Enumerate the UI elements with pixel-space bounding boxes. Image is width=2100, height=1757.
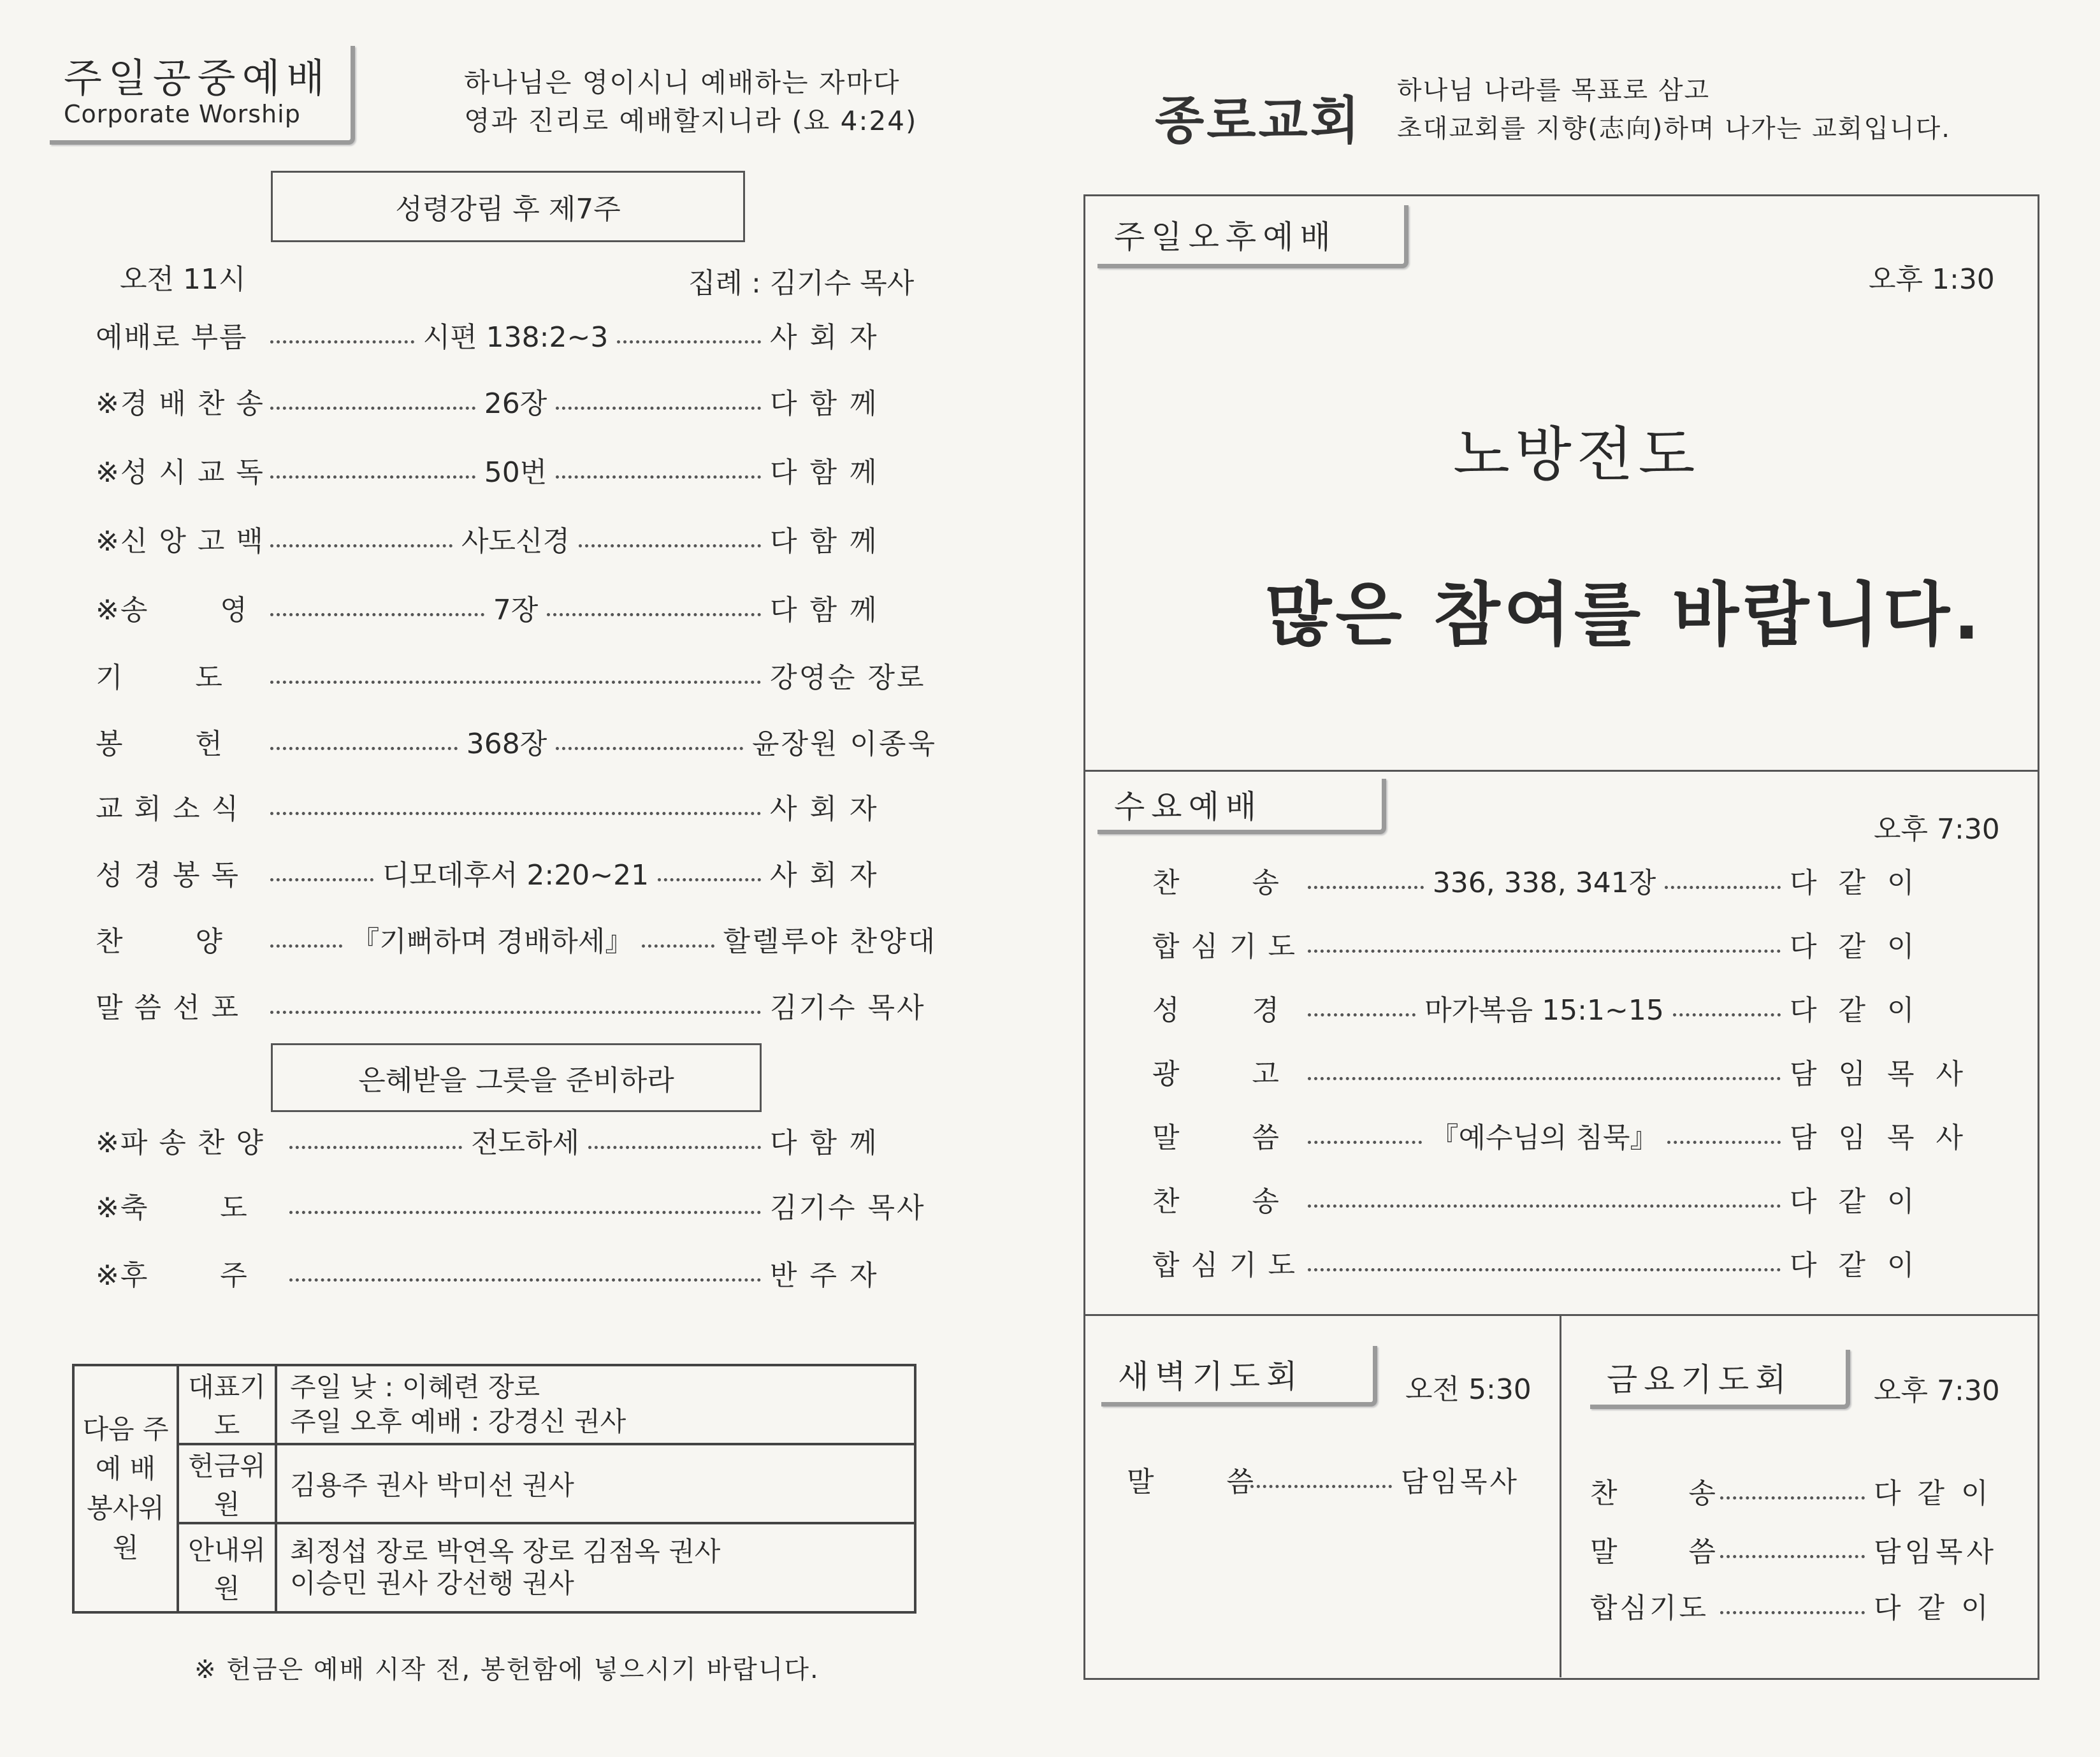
order-item-label: 기 도 bbox=[96, 662, 224, 694]
dot-leader bbox=[289, 1278, 761, 1282]
order-item-by: 사 회 자 bbox=[770, 321, 879, 354]
order-item bbox=[96, 321, 937, 354]
wednesday-item-label: 말 씀 bbox=[1152, 1122, 1280, 1154]
friday-item bbox=[1590, 1594, 2001, 1623]
wednesday-item-by: 다 같 이 bbox=[1790, 867, 1921, 899]
dot-leader bbox=[1720, 1555, 1865, 1558]
friday-item bbox=[1590, 1538, 2001, 1566]
dot-leader bbox=[270, 944, 342, 948]
wednesday-item-by: 다 같 이 bbox=[1790, 1249, 1921, 1282]
order-item bbox=[96, 387, 937, 420]
order-item-content: 사도신경 bbox=[461, 525, 570, 558]
dot-leader bbox=[270, 812, 761, 815]
closing-item-by: 다 함 께 bbox=[770, 1127, 879, 1159]
order-item-label: ※경 배 찬 송 bbox=[96, 387, 264, 420]
order-item bbox=[96, 859, 937, 892]
servers-group-label-3: 봉사위원 bbox=[87, 1493, 164, 1563]
usher-line2: 이승민 권사 강선행 권사 bbox=[290, 1568, 574, 1599]
dot-leader bbox=[1308, 886, 1424, 889]
offering-names: 김용주 권사 박미선 권사 bbox=[276, 1444, 915, 1523]
wednesday-item-content: 336, 338, 341장 bbox=[1432, 867, 1656, 899]
dot-leader bbox=[270, 475, 475, 479]
wednesday-item-content: 마가복음 15:1~15 bbox=[1424, 994, 1664, 1027]
wednesday-item-by: 다 같 이 bbox=[1790, 994, 1921, 1027]
dot-leader bbox=[270, 407, 475, 410]
order-item-content: 7장 bbox=[493, 594, 539, 626]
wednesday-item-content: 『예수님의 침묵』 bbox=[1430, 1122, 1658, 1154]
dot-leader bbox=[1720, 1611, 1865, 1614]
wednesday-item-by: 다 같 이 bbox=[1790, 930, 1921, 963]
order-item-label: 말 씀 선 포 bbox=[96, 992, 240, 1024]
order-item-by: 윤장원 이종욱 bbox=[752, 728, 938, 760]
dot-leader bbox=[1308, 1077, 1781, 1080]
dot-leader bbox=[1667, 1141, 1781, 1144]
divider-afternoon bbox=[1083, 770, 2038, 772]
dot-leader bbox=[270, 681, 761, 684]
order-item-label: ※송 영 bbox=[96, 594, 249, 626]
order-item bbox=[96, 664, 937, 692]
church-name: 종로교회 bbox=[1155, 91, 1363, 150]
friday-item-label: 합심기도 bbox=[1590, 1592, 1709, 1624]
order-item bbox=[96, 525, 937, 558]
order-item-by: 할렐루야 찬양대 bbox=[723, 925, 938, 958]
afternoon-event: 노방전도 bbox=[1453, 421, 1700, 489]
order-item-label: 교 회 소 식 bbox=[96, 793, 240, 825]
dot-leader bbox=[270, 340, 414, 343]
usher-names bbox=[276, 1523, 915, 1612]
dot-leader bbox=[556, 747, 743, 750]
order-item-by: 김기수 목사 bbox=[770, 992, 926, 1024]
worship-header-title: 주일공중예배 bbox=[64, 55, 331, 102]
order-item-label: ※신 앙 고 백 bbox=[96, 525, 264, 558]
closing-item-by: 반 주 자 bbox=[770, 1259, 879, 1292]
wednesday-item bbox=[1152, 994, 1974, 1027]
dot-leader bbox=[642, 944, 714, 948]
scripture-verse-line2: 영과 진리로 예배할지니라 (요 4:24) bbox=[464, 105, 918, 136]
servers-group-label-1: 다음 주 bbox=[82, 1414, 169, 1445]
servers-group-label bbox=[73, 1365, 178, 1612]
order-item-label: 성 경 봉 독 bbox=[96, 859, 240, 892]
closing-item bbox=[96, 1259, 937, 1292]
dawn-item-by: 담임목사 bbox=[1401, 1466, 1520, 1498]
wednesday-item-by: 담 임 목 사 bbox=[1790, 1058, 1969, 1090]
dawn-prayer-title: 새벽기도회 bbox=[1118, 1358, 1304, 1395]
closing-item bbox=[96, 1129, 937, 1157]
sermon-title: 은혜받을 그릇을 준비하라 bbox=[358, 1064, 674, 1097]
wednesday-item-by: 담 임 목 사 bbox=[1790, 1122, 1969, 1154]
offering-label: 헌금위원 bbox=[178, 1444, 276, 1523]
dot-leader bbox=[270, 878, 373, 881]
friday-prayer-tab bbox=[1590, 1350, 1850, 1409]
order-item bbox=[96, 456, 937, 489]
closing-item-label: ※후 주 bbox=[96, 1259, 249, 1292]
service-presider: 집례 : 김기수 목사 bbox=[688, 267, 915, 300]
friday-prayer-title: 금요기도회 bbox=[1607, 1361, 1793, 1398]
order-item-content: 50번 bbox=[484, 456, 547, 489]
dot-leader bbox=[1308, 1141, 1422, 1144]
scripture-verse-line1: 하나님은 영이시니 예배하는 자마다 bbox=[464, 67, 901, 98]
dawn-item bbox=[1127, 1468, 1535, 1496]
sermon-title-box bbox=[271, 1043, 762, 1112]
next-week-servers-table bbox=[72, 1364, 916, 1614]
order-item-by: 사 회 자 bbox=[770, 859, 879, 892]
order-item-by: 강영순 장로 bbox=[770, 662, 926, 694]
usher-label: 안내위원 bbox=[178, 1523, 276, 1612]
liturgical-season-box bbox=[271, 171, 745, 242]
worship-header-tab bbox=[50, 46, 355, 145]
church-motto-line2: 초대교회를 지향(志向)하며 나가는 교회입니다. bbox=[1397, 114, 1951, 143]
dot-leader bbox=[556, 475, 761, 479]
wednesday-item bbox=[1152, 1124, 1974, 1152]
dot-leader bbox=[617, 340, 761, 343]
dot-leader bbox=[1250, 1485, 1392, 1488]
dot-leader bbox=[270, 544, 453, 547]
prayer-line2: 주일 오후 예배 : 강경신 권사 bbox=[290, 1406, 626, 1437]
order-item-by: 다 함 께 bbox=[770, 456, 879, 489]
scripture-verse bbox=[464, 64, 917, 140]
dawn-item-label: 말 씀 bbox=[1127, 1466, 1255, 1498]
servers-group-label-2: 예 배 bbox=[95, 1453, 156, 1484]
dot-leader bbox=[1308, 1204, 1781, 1208]
closing-item-by: 김기수 목사 bbox=[770, 1192, 926, 1224]
dot-leader bbox=[1308, 950, 1781, 953]
dot-leader bbox=[1720, 1496, 1865, 1500]
order-item-content: 시편 138:2~3 bbox=[423, 321, 609, 354]
order-item-content: 26장 bbox=[484, 387, 547, 420]
order-item-label: 봉 헌 bbox=[96, 728, 224, 760]
dot-leader bbox=[1308, 1268, 1781, 1271]
afternoon-service-tab bbox=[1097, 205, 1408, 268]
wednesday-item-label: 찬 송 bbox=[1152, 1185, 1280, 1218]
order-item-label: 찬 양 bbox=[96, 925, 224, 958]
dot-leader bbox=[588, 1146, 761, 1149]
dot-leader bbox=[547, 613, 761, 616]
dot-leader bbox=[270, 1011, 761, 1014]
wednesday-service-time: 오후 7:30 bbox=[1874, 813, 2000, 846]
dot-leader bbox=[658, 878, 761, 881]
afternoon-service-title: 주일오후예배 bbox=[1114, 219, 1337, 256]
friday-item-by: 다 같 이 bbox=[1874, 1477, 1992, 1510]
dot-leader bbox=[1665, 886, 1781, 889]
order-item bbox=[96, 994, 937, 1022]
prayer-names bbox=[276, 1365, 915, 1444]
dot-leader bbox=[1673, 1013, 1781, 1016]
liturgical-season: 성령강림 후 제7주 bbox=[395, 193, 621, 226]
usher-line1: 최정섭 장로 박연옥 장로 김점옥 권사 bbox=[290, 1536, 721, 1567]
friday-item-by: 담임목사 bbox=[1874, 1536, 1998, 1568]
dot-leader bbox=[289, 1146, 462, 1149]
prayer-label: 대표기도 bbox=[178, 1365, 276, 1444]
dot-leader bbox=[556, 407, 761, 410]
dawn-prayer-tab bbox=[1101, 1346, 1377, 1406]
order-item bbox=[96, 594, 937, 626]
order-item-label: ※성 시 교 독 bbox=[96, 456, 264, 489]
dot-leader bbox=[1308, 1013, 1416, 1016]
order-item bbox=[96, 925, 938, 958]
wednesday-item bbox=[1152, 930, 1974, 963]
dot-leader bbox=[270, 613, 484, 616]
order-item bbox=[96, 730, 937, 758]
wednesday-service-title: 수요예배 bbox=[1114, 788, 1263, 825]
order-item-by: 다 함 께 bbox=[770, 387, 879, 420]
offering-footnote: ※ 헌금은 예배 시작 전, 봉헌함에 넣으시기 바랍니다. bbox=[194, 1655, 820, 1684]
dot-leader bbox=[270, 747, 458, 750]
friday-item bbox=[1590, 1477, 2001, 1510]
dawn-prayer-time: 오전 5:30 bbox=[1405, 1373, 1532, 1406]
worship-header-subtitle: Corporate Worship bbox=[64, 100, 301, 129]
order-item-content: 『기뻐하며 경배하세』 bbox=[351, 925, 634, 958]
closing-item bbox=[96, 1194, 937, 1222]
wednesday-item bbox=[1152, 1249, 1974, 1282]
order-item-by: 다 함 께 bbox=[770, 594, 879, 626]
wednesday-item-label: 성 경 bbox=[1152, 994, 1280, 1027]
closing-item-label: ※축 도 bbox=[96, 1192, 249, 1224]
order-item-by: 다 함 께 bbox=[770, 525, 879, 558]
afternoon-service-time: 오후 1:30 bbox=[1869, 263, 1995, 296]
friday-item-label: 말 씀 bbox=[1590, 1536, 1718, 1568]
friday-item-label: 찬 송 bbox=[1590, 1477, 1718, 1510]
order-item-by: 사 회 자 bbox=[770, 793, 879, 825]
service-time: 오전 11시 bbox=[120, 263, 246, 296]
divider-prayer-meetings bbox=[1560, 1314, 1561, 1677]
church-motto bbox=[1397, 71, 1951, 148]
dot-leader bbox=[579, 544, 761, 547]
closing-item-content: 전도하세 bbox=[471, 1127, 580, 1159]
wednesday-item-label: 찬 송 bbox=[1152, 867, 1280, 899]
prayer-line1: 주일 낮 : 이혜련 장로 bbox=[290, 1371, 540, 1403]
wednesday-item-label: 합 심 기 도 bbox=[1152, 1249, 1296, 1282]
church-motto-line1: 하나님 나라를 목표로 삼고 bbox=[1397, 76, 1711, 105]
wednesday-item bbox=[1152, 1185, 1974, 1218]
wednesday-item bbox=[1152, 1060, 1974, 1088]
wednesday-item bbox=[1152, 869, 1974, 897]
order-item-content: 368장 bbox=[466, 728, 547, 760]
order-item bbox=[96, 795, 937, 823]
wednesday-item-label: 광 고 bbox=[1152, 1058, 1280, 1090]
order-item-label: 예배로 부름 bbox=[96, 321, 248, 354]
order-item-content: 디모데후서 2:20~21 bbox=[382, 859, 649, 892]
wednesday-item-by: 다 같 이 bbox=[1790, 1185, 1921, 1218]
closing-item-label: ※파 송 찬 양 bbox=[96, 1127, 264, 1159]
dot-leader bbox=[289, 1211, 761, 1214]
friday-item-by: 다 같 이 bbox=[1874, 1592, 1992, 1624]
friday-prayer-time: 오후 7:30 bbox=[1874, 1375, 2000, 1407]
afternoon-message: 많은 참여를 바랍니다. bbox=[1265, 575, 1984, 655]
wednesday-item-label: 합 심 기 도 bbox=[1152, 930, 1296, 963]
wednesday-service-tab bbox=[1097, 779, 1386, 834]
